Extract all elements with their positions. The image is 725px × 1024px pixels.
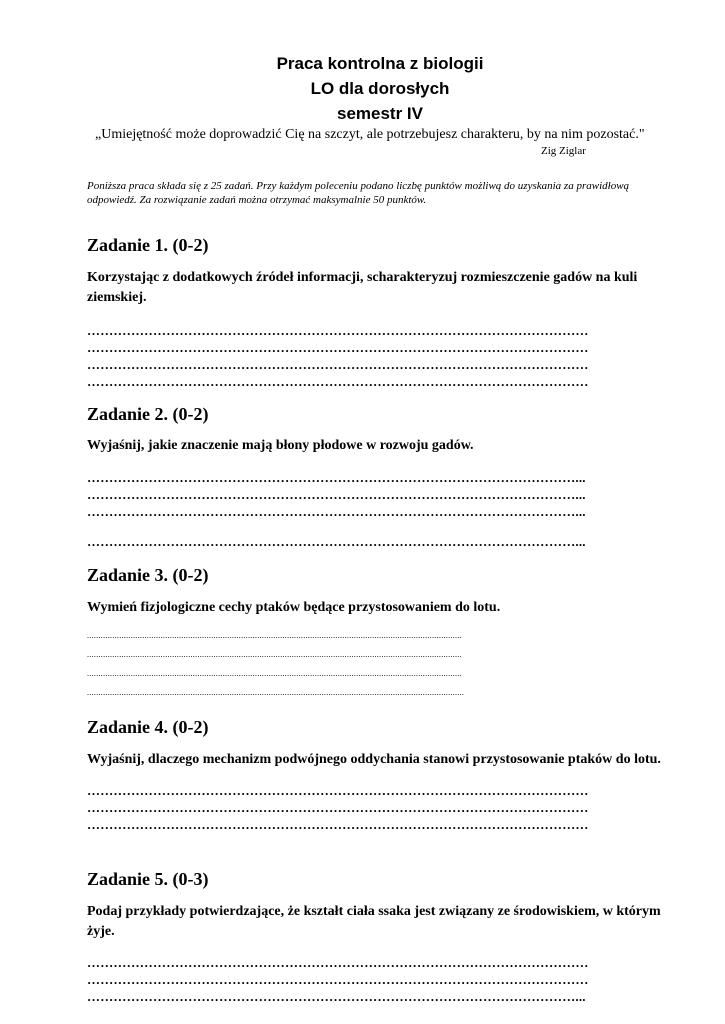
task-2	[87, 403, 677, 550]
answer-line[interactable]: ...................................................................................................................................................................	[87, 631, 462, 640]
task-heading: Zadanie 2. (0-2)	[87, 404, 209, 424]
task-5	[87, 868, 677, 1005]
motto-author: Zig Ziglar	[541, 145, 586, 157]
document-subtitle: LO dla dorosłych	[310, 79, 450, 98]
task-4	[87, 716, 677, 833]
answer-line[interactable]: …………………………………………………………………………………………………...	[87, 487, 586, 502]
answer-line[interactable]: ……………………………………………………………………………………………………	[87, 800, 589, 815]
task-question: Wyjaśnij, jakie znaczenie mają błony płodowe w rozwoju gadów.	[87, 438, 474, 453]
answer-line[interactable]: …………………………………………………………………………………………………...	[87, 534, 586, 549]
task-3	[87, 564, 677, 702]
task-question: Wymień fizjologiczne cechy ptaków będące przystosowaniem do lotu.	[87, 600, 501, 615]
task-heading: Zadanie 1. (0-2)	[87, 235, 209, 255]
answer-line[interactable]: ……………………………………………………………………………………………………	[87, 783, 589, 798]
document-title: Praca kontrolna z biologii	[276, 54, 484, 73]
answer-line[interactable]: …………………………………………………………………………………………………...	[87, 504, 586, 519]
answer-line[interactable]: ……………………………………………………………………………………………………	[87, 374, 589, 389]
answer-line[interactable]: ……………………………………………………………………………………………………	[87, 323, 589, 338]
motto-quote: „Umiejętność może doprowadzić Cię na szczyt, ale potrzebujesz charakteru, by na nim pozostać."	[95, 127, 645, 142]
answer-line[interactable]: ……………………………………………………………………………………………………	[87, 955, 589, 970]
answer-line[interactable]: ……………………………………………………………………………………………………	[87, 357, 589, 372]
task-1	[87, 234, 677, 390]
answer-line[interactable]: ……………………………………………………………………………………………………	[87, 340, 589, 355]
task-question: Korzystając z dodatkowych źródeł informacji, scharakteryzuj rozmieszczenie gadów na kuli ziemskiej.	[87, 270, 638, 305]
task-heading: Zadanie 4. (0-2)	[87, 717, 209, 737]
answer-line[interactable]: ……………………………………………………………………………………………………	[87, 972, 589, 987]
answer-line[interactable]: ...................................................................................................................................................................	[87, 669, 462, 678]
answer-line[interactable]: ...................................................................................................................................................................	[87, 650, 462, 659]
instructions-text: Poniższa praca składa się z 25 zadań. Przy każdym poleceniu podano liczbę punktów możliwą do uzyskania za prawidłową odpowiedź. Za rozwiązanie zadań można otrzymać maksymalnie 50 punktów.	[87, 180, 630, 206]
answer-line[interactable]: ……………………………………………………………………………………………………	[87, 817, 589, 832]
task-question: Wyjaśnij, dlaczego mechanizm podwójnego oddychania stanowi przystosowanie ptaków do lotu.	[87, 752, 661, 767]
task-question: Podaj przykłady potwierdzające, że kształt ciała ssaka jest związany ze środowiskiem, w którym żyje.	[87, 904, 661, 939]
task-heading: Zadanie 5. (0-3)	[87, 869, 209, 889]
answer-line[interactable]: …………………………………………………………………………………………………...	[87, 470, 586, 485]
answer-line[interactable]: …………………………………………………………………………………………………...	[87, 989, 586, 1004]
answer-line[interactable]: ....................................................................................................................................................................	[87, 688, 465, 697]
task-heading: Zadanie 3. (0-2)	[87, 565, 209, 585]
document-semester: semestr IV	[337, 104, 423, 123]
